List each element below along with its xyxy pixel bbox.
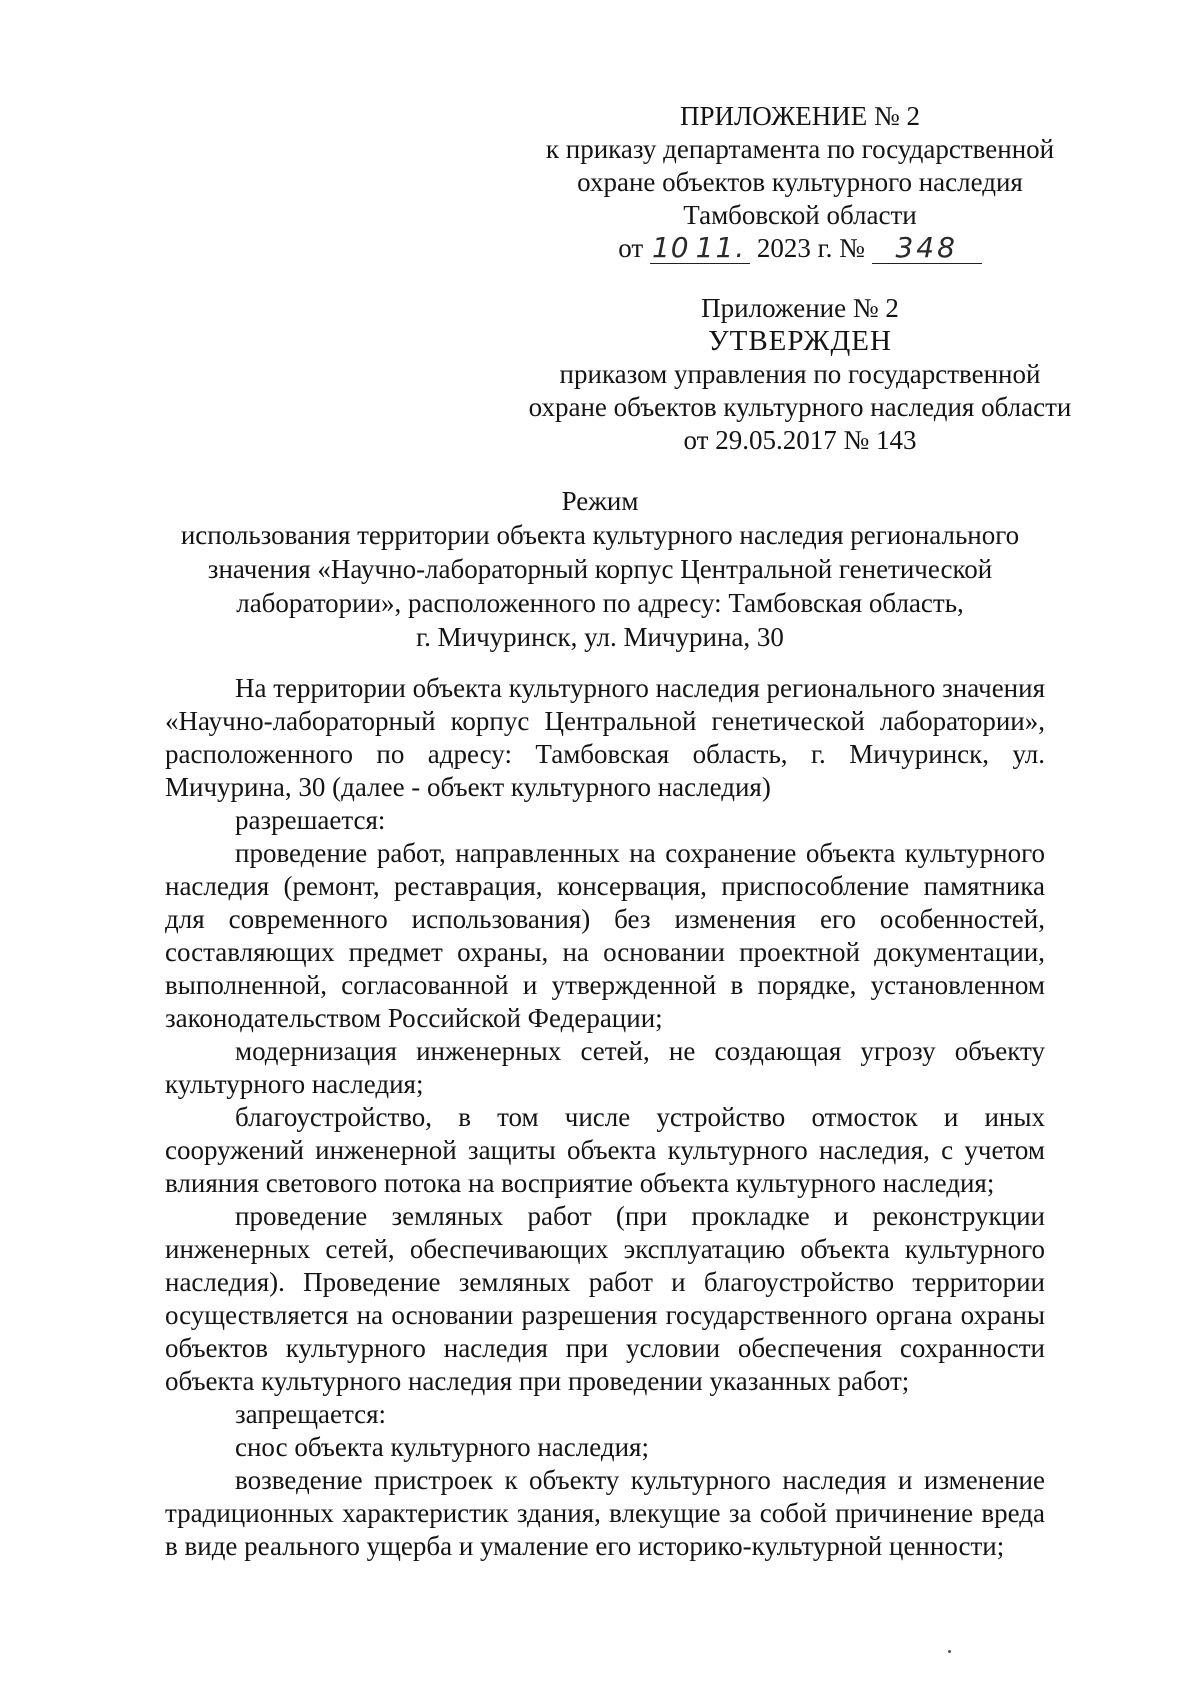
- handwritten-day: 10: [651, 231, 690, 264]
- title-heading: Режим: [561, 486, 639, 516]
- title-line-1: использования территории объекта культурного наследия регионального: [180, 520, 1020, 550]
- handwritten-order-number: 348: [872, 233, 982, 264]
- date-prefix: от: [618, 233, 644, 263]
- date-year: 2023 г. №: [756, 233, 865, 263]
- approval-line-2: охране объектов культурного наследия области: [528, 392, 1072, 422]
- forbidden-label: запрещается:: [235, 1399, 387, 1429]
- document-body: [165, 672, 1045, 1563]
- approval-line-3: от 29.05.2017 № 143: [683, 425, 917, 455]
- appendix-header: [500, 100, 1100, 265]
- approval-block: [480, 292, 1120, 457]
- header-line-3: Тамбовской области: [683, 200, 917, 230]
- appendix-title: ПРИЛОЖЕНИЕ № 2: [679, 101, 921, 131]
- header-line-1: к приказу департамента по государственной: [545, 134, 1055, 164]
- header-line-2: охране объектов культурного наследия: [577, 167, 1023, 197]
- document-title: [150, 484, 1050, 654]
- forbidden-item-1: снос объекта культурного наследия;: [235, 1432, 649, 1462]
- scan-speck: [948, 1650, 951, 1653]
- title-line-2: значения «Научно-лабораторный корпус Центральной генетической: [207, 554, 993, 584]
- intro-paragraph: На территории объекта культурного наследия регионального значения «Научно-лабораторный корпус Центральной генетической лаборатории», расположенного по адресу: Тамбовская область, г. Мичуринск, ул. Мичурина, 30 (далее - объект культурного наследия): [165, 673, 1045, 802]
- approval-stamp-text: УТВЕРЖДЕН: [708, 325, 892, 357]
- title-line-4: г. Мичуринск, ул. Мичурина, 30: [416, 622, 784, 652]
- allowed-label: разрешается:: [235, 805, 386, 835]
- forbidden-item-2: возведение пристроек к объекту культурного наследия и изменение традиционных характеристик здания, влекущие за собой причинение вреда в виде реального ущерба и умаление его историко-культурной ценности;: [165, 1465, 1045, 1561]
- allowed-item-3: благоустройство, в том числе устройство отмосток и иных сооружений инженерной защиты объекта культурного наследия, с учетом влияния светового потока на восприятие объекта культурного наследия;: [165, 1102, 1045, 1198]
- approval-line-1: приказом управления по государственной: [559, 359, 1041, 389]
- allowed-item-4: проведение земляных работ (при прокладке и реконструкции инженерных сетей, обеспечивающих эксплуатацию объекта культурного наследия). Проведение земляных работ и благоустройство территории осуществляется на основании разрешения государственного органа охраны объектов культурного наследия при условии обеспечения сохранности объекта культурного наследия при проведении указанных работ;: [165, 1201, 1045, 1396]
- order-date-line: [500, 232, 1100, 265]
- allowed-item-2: модернизация инженерных сетей, не создающая угрозу объекту культурного наследия;: [165, 1036, 1045, 1099]
- approval-appendix: Приложение № 2: [701, 293, 899, 323]
- handwritten-month: 11.: [692, 233, 751, 264]
- allowed-item-1: проведение работ, направленных на сохранение объекта культурного наследия (ремонт, реставрация, консервация, приспособление памятника для современного использования) без изменения его особенностей, составляющих предмет охраны, на основании проектной документации, выполненной, согласованной и утвержденной в порядке, установленном законодательством Российской Федерации;: [165, 838, 1045, 1033]
- title-line-3: лаборатории», расположенного по адресу: Тамбовская область,: [236, 588, 964, 618]
